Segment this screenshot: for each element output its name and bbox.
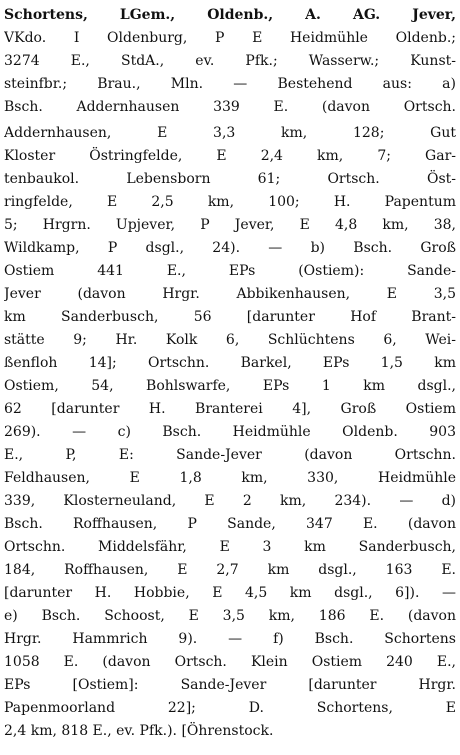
entry-line: 1058 E. (davon Ortsch. Klein Ostiem 240 E.,	[4, 654, 456, 670]
entry-line: e) Bsch. Schoost, E 3,5 km, 186 E. (davon	[4, 608, 456, 624]
entry-line: Addernhausen, E 3,3 km, 128; Gut	[4, 125, 456, 141]
entry-line: 62 [darunter H. Branterei 4], Groß Ostiem	[4, 401, 456, 417]
entry-line: VKdo. I Oldenburg, P E Heidmühle Oldenb.;	[4, 30, 456, 46]
entry-line: 3274 E., StdA., ev. Pfk.; Wasserw.; Kunst-	[4, 53, 456, 69]
entry-line: km Sanderbusch, 56 [darunter Hof Brant-	[4, 309, 456, 325]
entry-line: steinfbr.; Brau., Mln. — Bestehend aus: a)	[4, 76, 456, 92]
entry-line: 2,4 km, 818 E., ev. Pfk.). [Öhrenstock.	[4, 723, 274, 739]
entry-line: ringfelde, E 2,5 km, 100; H. Papentum	[4, 194, 456, 210]
entry-line: Schortens, LGem., Oldenb., A. AG. Jever,	[4, 7, 456, 23]
entry-line: E., P, E: Sande-Jever (davon Ortschn.	[4, 447, 456, 463]
entry-line: Jever (davon Hrgr. Abbikenhausen, E 3,5	[4, 286, 456, 302]
entry-line: Papenmoorland 22]; D. Schortens, E	[4, 700, 456, 716]
entry-line: 269). — c) Bsch. Heidmühle Oldenb. 903	[4, 424, 456, 440]
entry-line: Bsch. Roffhausen, P Sande, 347 E. (davon	[4, 516, 456, 532]
entry-line: Ostiem, 54, Bohlswarfe, EPs 1 km dsgl.,	[4, 378, 456, 394]
entry-line: Kloster Östringfelde, E 2,4 km, 7; Gar-	[4, 148, 456, 164]
entry-line: Bsch. Addernhausen 339 E. (davon Ortsch.	[4, 99, 456, 115]
gazetteer-entry	[4, 4, 456, 751]
entry-line: 339, Klosterneuland, E 2 km, 234). — d)	[4, 493, 456, 509]
entry-line: Ortschn. Middelsfähr, E 3 km Sanderbusch,	[4, 539, 456, 555]
entry-line: ßenfloh 14]; Ortschn. Barkel, EPs 1,5 km	[4, 355, 456, 371]
entry-line: 5; Hrgrn. Upjever, P Jever, E 4,8 km, 38,	[4, 217, 456, 233]
entry-line: tenbaukol. Lebensborn 61; Ortsch. Öst-	[4, 171, 456, 187]
entry-line: [darunter H. Hobbie, E 4,5 km dsgl., 6]). —	[4, 585, 456, 601]
entry-line: Ostiem 441 E., EPs (Ostiem): Sande-	[4, 263, 456, 279]
entry-line: Wildkamp, P dsgl., 24). — b) Bsch. Groß	[4, 240, 456, 256]
entry-line: Feldhausen, E 1,8 km, 330, Heidmühle	[4, 470, 456, 486]
entry-line: EPs [Ostiem]: Sande-Jever [darunter Hrgr.	[4, 677, 456, 693]
entry-line: Hrgr. Hammrich 9). — f) Bsch. Schortens	[4, 631, 456, 647]
entry-line: stätte 9; Hr. Kolk 6, Schlüchtens 6, Wei-	[4, 332, 456, 348]
entry-line: 184, Roffhausen, E 2,7 km dsgl., 163 E.	[4, 562, 456, 578]
